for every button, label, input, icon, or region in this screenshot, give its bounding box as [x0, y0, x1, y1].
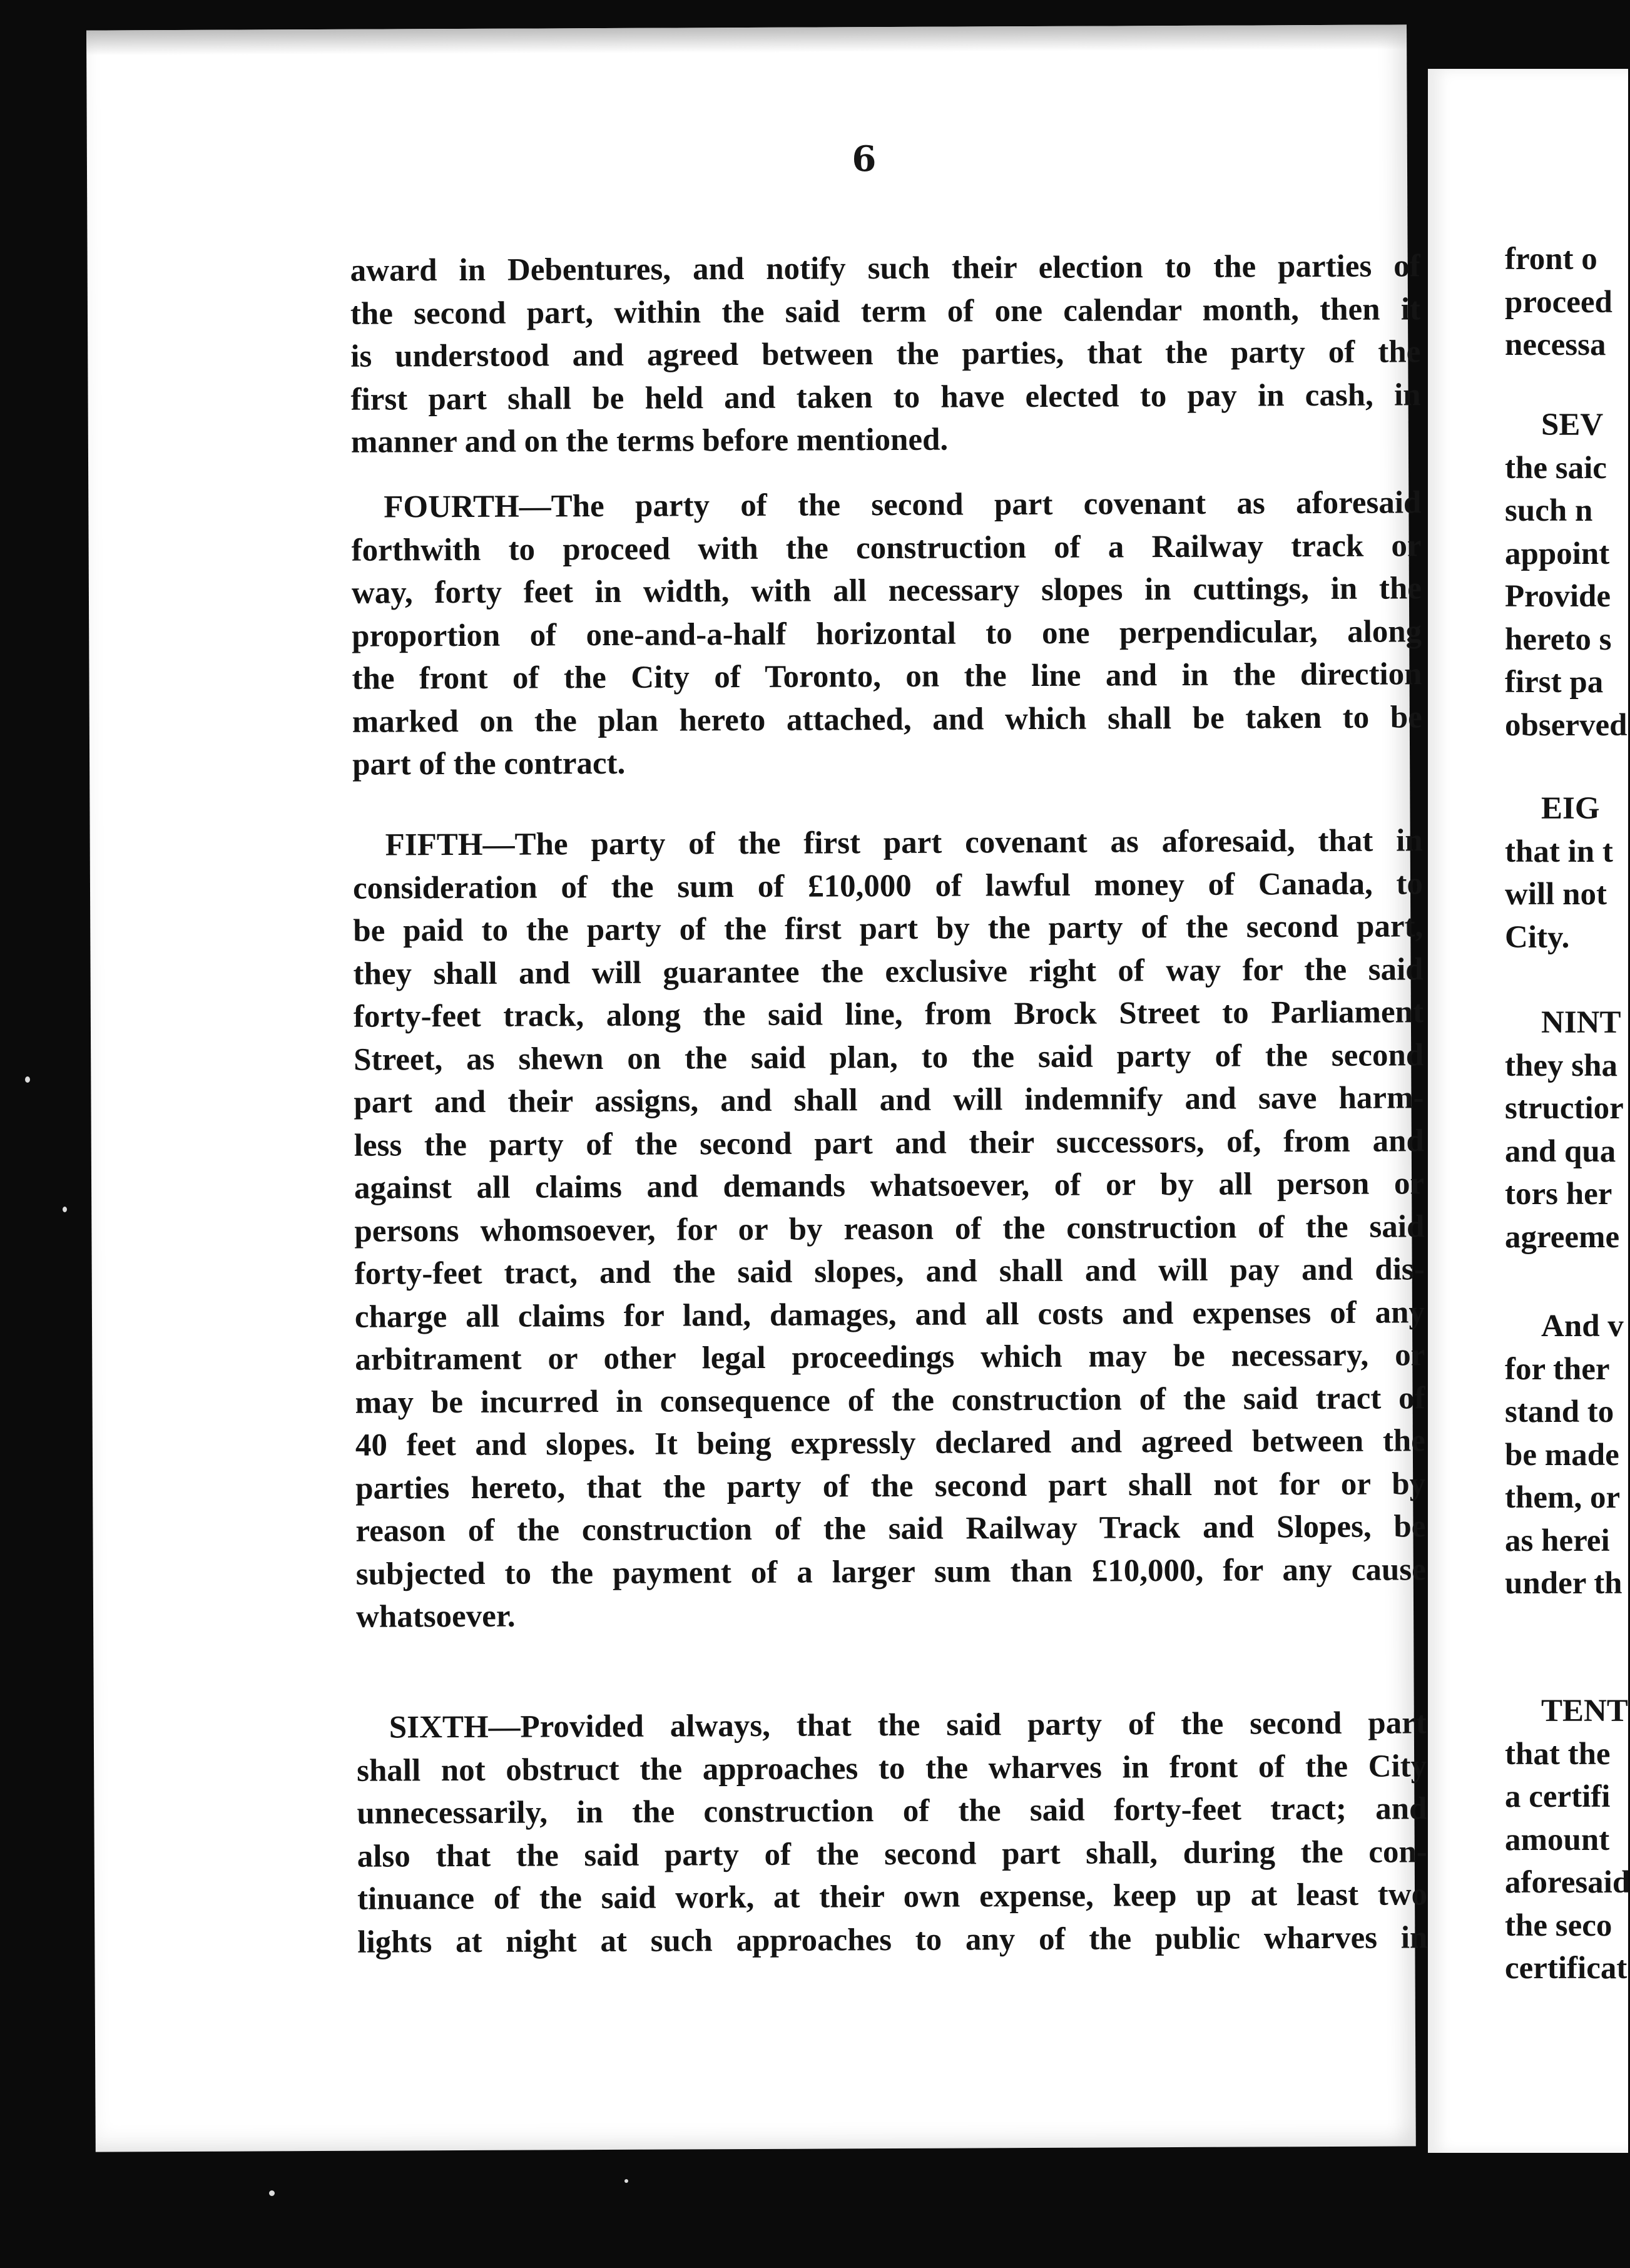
text-line: as herei [1505, 1523, 1610, 1558]
text-line: award in Debentures, and notify such their election to the parties of [350, 248, 1420, 289]
text-line: less the party of the second part and their successors, of, from and [354, 1123, 1424, 1163]
text-line: the second part, within the said term of one calendar month, then it [350, 291, 1421, 332]
text-line: a certifi [1505, 1779, 1611, 1814]
text-line: consideration of the sum of £10,000 of lawful money of Canada, to [352, 866, 1424, 906]
text-line: 40 feet and slopes. It being expressly declared and agreed between the [355, 1423, 1425, 1463]
scan-speck [624, 2179, 628, 2183]
text-line: agreeme [1505, 1219, 1620, 1255]
text-line: front o [1505, 242, 1597, 277]
text-line: that the [1505, 1736, 1611, 1772]
text-line: unnecessarily, in the construction of the said forty-feet tract; and [357, 1791, 1427, 1831]
text-line: necessa [1505, 327, 1606, 362]
text-line: charge all claims for land, damages, and all costs and expenses of any [354, 1294, 1425, 1335]
text-line: be paid to the party of the first part by the party of the second part, [353, 909, 1424, 949]
text-line: part of the contract. [352, 745, 626, 782]
text-line: forty-feet tract, and the said slopes, and shall and will pay and dis- [354, 1252, 1425, 1292]
text-line: NINT [1541, 1005, 1621, 1040]
text-line: observed [1505, 707, 1627, 743]
text-line: they shall and will guarantee the exclusive right of way for the said [353, 951, 1424, 992]
text-line: SIXTH—Provided always, that the said party of the second part [389, 1705, 1427, 1745]
text-line: first pa [1505, 665, 1604, 700]
text-line: tinuance of the said work, at their own expense, keep up at least two [357, 1877, 1428, 1917]
text-line: marked on the plan hereto attached, and which shall be taken to be [352, 699, 1422, 740]
right-fragment-5 [1505, 1305, 1630, 1605]
text-line: And v [1541, 1309, 1624, 1344]
text-line: Street, as shewn on the said plan, to the said party of the second [354, 1037, 1424, 1078]
text-line: parties hereto, that the party of the second part shall not for or by [355, 1466, 1426, 1506]
text-line: forty-feet track, along the said line, from Brock Street to Parliament [353, 994, 1424, 1034]
text-line: under th [1505, 1566, 1622, 1601]
text-line: structior [1505, 1091, 1624, 1126]
paragraph-sixth [357, 1702, 1428, 1963]
text-line: that in t [1505, 834, 1613, 869]
text-line: SEV [1541, 407, 1604, 442]
text-line: part and their assigns, and shall and will indemnify and save harm- [354, 1080, 1424, 1120]
text-line: them, or [1505, 1480, 1621, 1515]
text-line: subjected to the payment of a larger sum than £10,000, for any cause [355, 1551, 1426, 1592]
text-line: way, forty feet in width, with all necessary slopes in cuttings, in the [351, 571, 1422, 611]
text-line: they sha [1505, 1048, 1617, 1083]
text-line: stand to [1505, 1394, 1614, 1429]
text-line: and qua [1505, 1133, 1616, 1169]
text-line: for ther [1505, 1351, 1610, 1387]
text-line: such n [1505, 493, 1593, 528]
right-fragment-1 [1505, 238, 1630, 367]
text-line: EIG [1541, 791, 1600, 826]
text-line: shall not obstruct the approaches to the wharves in front of the City [357, 1748, 1427, 1789]
text-line: persons whomsoever, for or by reason of the construction of the said [354, 1208, 1425, 1249]
text-line: TENT [1541, 1693, 1628, 1729]
text-line: against all claims and demands whatsoever, of or by all person or [354, 1166, 1425, 1206]
text-line: aforesaid [1505, 1865, 1630, 1900]
scan-speck [25, 1076, 30, 1083]
text-line: first part shall be held and taken to have elected to pay in cash, in [350, 377, 1421, 417]
text-line: forthwith to proceed with the construction of a Railway track or [351, 528, 1422, 568]
text-line: amount [1505, 1822, 1610, 1857]
scan-speck [63, 1207, 67, 1212]
text-line: may be incurred in consequence of the construction of the said tract of [355, 1380, 1425, 1421]
text-line: Provide [1505, 579, 1611, 614]
text-line: proportion of one-and-a-half horizontal to one perpendicular, along [352, 613, 1422, 654]
text-line: be made [1505, 1437, 1619, 1473]
left-page [86, 24, 1428, 2152]
text-line: tors her [1505, 1177, 1612, 1212]
text-line: FOURTH—The party of the second part covenant as aforesaid [384, 485, 1422, 525]
right-fragment-3 [1505, 787, 1630, 959]
text-line: whatsoever. [355, 1598, 516, 1635]
text-line: is understood and agreed between the parties, that the party of the [350, 334, 1421, 374]
paragraph-fourth [351, 481, 1422, 786]
text-line: City. [1505, 919, 1570, 955]
paragraph-fifth [353, 819, 1427, 1638]
text-line: reason of the construction of the said Railway Track and Slopes, be [355, 1509, 1426, 1549]
text-line: certificat [1505, 1951, 1627, 1986]
text-line: will not [1505, 877, 1607, 912]
page-number: 6 [852, 138, 877, 180]
paragraph-award [350, 245, 1421, 464]
text-line: appoint [1505, 536, 1610, 571]
right-fragment-2 [1505, 404, 1630, 747]
text-line: the saic [1505, 450, 1607, 486]
text-line: arbitrament or other legal proceedings which may be necessary, or [355, 1337, 1425, 1377]
text-line: manner and on the terms before mentioned. [350, 422, 949, 460]
text-line: lights at night at such approaches to any of the public wharves in [357, 1919, 1428, 1960]
text-line: hereto s [1505, 621, 1612, 657]
text-line: also that the said party of the second part shall, during the con- [357, 1834, 1427, 1874]
scan-speck [269, 2190, 275, 2196]
text-line: the front of the City of Toronto, on the line and in the direction [352, 656, 1422, 697]
right-fragment-4 [1505, 1001, 1630, 1259]
text-line: FIFTH—The party of the first part covenant as aforesaid, that in [385, 823, 1423, 863]
right-fragment-6 [1505, 1690, 1630, 1990]
text-line: proceed [1505, 284, 1612, 320]
text-line: the seco [1505, 1908, 1612, 1943]
